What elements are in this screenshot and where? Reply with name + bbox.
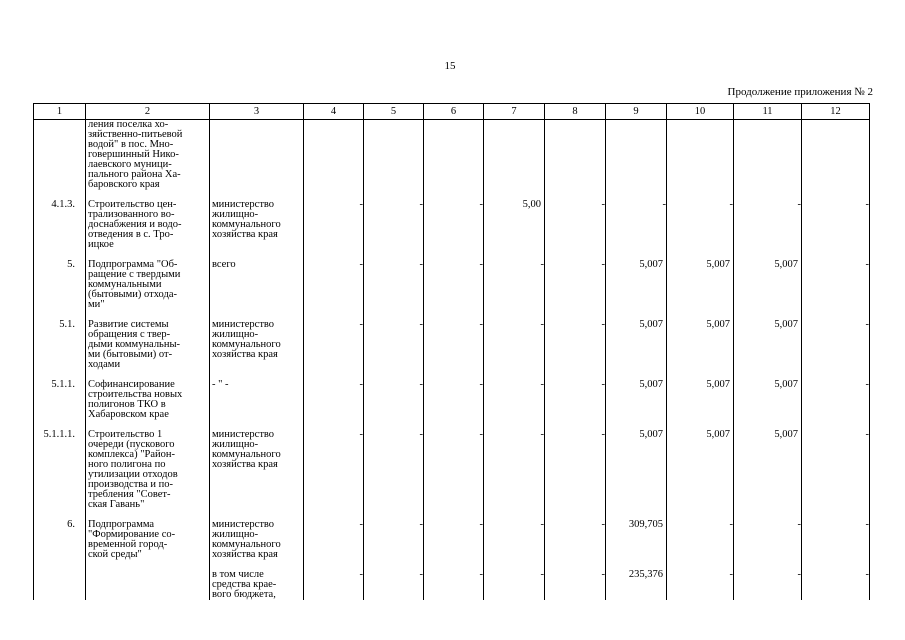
value-cell-col-4 [304, 380, 364, 420]
value-cell-col-8 [545, 430, 606, 510]
row-number-cell [34, 520, 86, 560]
value-cell-col-5 [364, 520, 424, 560]
value-cell-col-12-text: - [865, 519, 869, 530]
spacer-cell [364, 250, 424, 260]
spacer-cell [802, 560, 870, 570]
spacer-cell [484, 420, 545, 430]
value-cell-col-10 [667, 430, 734, 510]
value-cell-col-8 [545, 120, 606, 191]
spacer-cell [424, 250, 484, 260]
spacer-cell [734, 510, 802, 520]
table-row [34, 570, 870, 600]
value-cell-col-10 [667, 320, 734, 370]
value-cell-col-8 [545, 380, 606, 420]
value-cell-col-12 [802, 520, 870, 560]
spacer-cell [545, 510, 606, 520]
value-cell-col-5-text: - [419, 199, 423, 210]
value-cell-col-10-text: - [729, 569, 733, 580]
spacer-cell [364, 310, 424, 320]
column-header-6: 6 [424, 104, 484, 120]
row-name-cell-text: Подпрограмма "Формирование со- временной город- ской среды" [88, 519, 176, 560]
spacer-cell [802, 190, 870, 200]
row-name-cell [86, 570, 210, 600]
value-cell-col-11 [734, 320, 802, 370]
value-cell-col-9-text: 5,007 [639, 429, 663, 440]
value-cell-col-7-text: - [540, 259, 544, 270]
spacer-cell [545, 250, 606, 260]
value-cell-col-5-text: - [419, 569, 423, 580]
row-executor-cell [210, 200, 304, 250]
spacer-cell [364, 420, 424, 430]
value-cell-col-4 [304, 520, 364, 560]
value-cell-col-7 [484, 120, 545, 191]
value-cell-col-11-text: 5,007 [774, 319, 798, 330]
value-cell-col-9 [606, 430, 667, 510]
column-header-4: 4 [304, 104, 364, 120]
value-cell-col-11-text: 5,007 [774, 429, 798, 440]
table-body [34, 120, 870, 601]
column-header-11: 11 [734, 104, 802, 120]
value-cell-col-11-text: 5,007 [774, 379, 798, 390]
value-cell-col-6 [424, 380, 484, 420]
value-cell-col-6 [424, 120, 484, 191]
row-name-cell [86, 320, 210, 370]
value-cell-col-7 [484, 260, 545, 310]
value-cell-col-8 [545, 320, 606, 370]
value-cell-col-12 [802, 430, 870, 510]
row-spacer [34, 510, 870, 520]
value-cell-col-9 [606, 200, 667, 250]
spacer-cell [802, 250, 870, 260]
row-name-cell [86, 200, 210, 250]
spacer-cell [667, 560, 734, 570]
table-row [34, 320, 870, 370]
table-row [34, 260, 870, 310]
spacer-cell [484, 560, 545, 570]
row-executor-cell-text: в том числе средства крае- вого бюджета, [212, 569, 277, 600]
spacer-cell [545, 560, 606, 570]
spacer-cell [364, 370, 424, 380]
value-cell-col-6 [424, 200, 484, 250]
value-cell-col-9-text: 5,007 [639, 319, 663, 330]
spacer-cell [424, 420, 484, 430]
table-row [34, 120, 870, 191]
value-cell-col-12 [802, 320, 870, 370]
value-cell-col-9-text: 5,007 [639, 259, 663, 270]
spacer-cell [667, 190, 734, 200]
value-cell-col-12 [802, 120, 870, 191]
spacer-cell [667, 510, 734, 520]
value-cell-col-12-text: - [865, 319, 869, 330]
spacer-cell [34, 510, 86, 520]
value-cell-col-8 [545, 570, 606, 600]
spacer-cell [545, 420, 606, 430]
row-number-cell [34, 570, 86, 600]
row-number-cell [34, 380, 86, 420]
spacer-cell [484, 310, 545, 320]
value-cell-col-6 [424, 430, 484, 510]
row-executor-cell-text: - " - [212, 379, 229, 390]
value-cell-col-12 [802, 260, 870, 310]
value-cell-col-4 [304, 320, 364, 370]
value-cell-col-9 [606, 260, 667, 310]
spacer-cell [802, 310, 870, 320]
value-cell-col-11 [734, 520, 802, 560]
value-cell-col-10-text: 5,007 [706, 379, 730, 390]
spacer-cell [606, 190, 667, 200]
value-cell-col-5-text: - [419, 259, 423, 270]
column-header-5: 5 [364, 104, 424, 120]
row-executor-cell [210, 520, 304, 560]
value-cell-col-7-text: 5,00 [522, 199, 541, 210]
row-executor-cell-text: министерство жилищно- коммунального хозяйства края [212, 519, 281, 560]
value-cell-col-6-text: - [479, 319, 483, 330]
row-number-cell [34, 430, 86, 510]
value-cell-col-8-text: - [601, 319, 605, 330]
value-cell-col-5 [364, 570, 424, 600]
spacer-cell [484, 250, 545, 260]
value-cell-col-8-text: - [601, 199, 605, 210]
table-row [34, 430, 870, 510]
value-cell-col-5 [364, 200, 424, 250]
value-cell-col-11 [734, 200, 802, 250]
row-executor-cell-text: всего [212, 259, 236, 270]
value-cell-col-7-text: - [540, 379, 544, 390]
column-header-12: 12 [802, 104, 870, 120]
spacer-cell [802, 370, 870, 380]
value-cell-col-10 [667, 200, 734, 250]
row-executor-cell [210, 120, 304, 191]
value-cell-col-6-text: - [479, 569, 483, 580]
value-cell-col-11 [734, 570, 802, 600]
row-number-cell-text: 6. [67, 519, 75, 530]
value-cell-col-12-text: - [865, 569, 869, 580]
row-executor-cell-text: министерство жилищно- коммунального хозяйства края [212, 319, 281, 360]
spacer-cell [734, 560, 802, 570]
value-cell-col-4-text: - [359, 199, 363, 210]
table-header-row [34, 104, 870, 120]
spacer-cell [802, 420, 870, 430]
continuation-label: Продолжение приложения № 2 [727, 86, 873, 98]
row-executor-cell-text: министерство жилищно- коммунального хозяйства края [212, 199, 281, 240]
value-cell-col-11-text: 5,007 [774, 259, 798, 270]
spacer-cell [304, 420, 364, 430]
value-cell-col-4-text: - [359, 519, 363, 530]
value-cell-col-10-text: 5,007 [706, 319, 730, 330]
value-cell-col-4-text: - [359, 429, 363, 440]
value-cell-col-5-text: - [419, 519, 423, 530]
spacer-cell [424, 190, 484, 200]
value-cell-col-4 [304, 200, 364, 250]
appendix-table [33, 103, 870, 600]
table-row [34, 200, 870, 250]
value-cell-col-10-text: 5,007 [706, 259, 730, 270]
value-cell-col-9-text: - [662, 199, 666, 210]
value-cell-col-5-text: - [419, 319, 423, 330]
value-cell-col-11-text: - [797, 199, 801, 210]
spacer-cell [484, 510, 545, 520]
spacer-cell [424, 310, 484, 320]
spacer-cell [86, 560, 210, 570]
row-number-cell [34, 260, 86, 310]
value-cell-col-11 [734, 260, 802, 310]
value-cell-col-6 [424, 520, 484, 560]
row-name-cell [86, 520, 210, 560]
value-cell-col-12 [802, 200, 870, 250]
value-cell-col-11-text: - [797, 569, 801, 580]
value-cell-col-9-text: 235,376 [628, 569, 663, 580]
column-header-9: 9 [606, 104, 667, 120]
spacer-cell [364, 560, 424, 570]
row-executor-cell [210, 380, 304, 420]
value-cell-col-7 [484, 430, 545, 510]
value-cell-col-8-text: - [601, 569, 605, 580]
row-executor-cell [210, 570, 304, 600]
row-number-cell-text: 4.1.3. [51, 199, 75, 210]
value-cell-col-7 [484, 200, 545, 250]
value-cell-col-9 [606, 570, 667, 600]
row-number-cell-text: 5. [67, 259, 75, 270]
value-cell-col-10 [667, 260, 734, 310]
column-header-10: 10 [667, 104, 734, 120]
spacer-cell [545, 190, 606, 200]
value-cell-col-9 [606, 520, 667, 560]
spacer-cell [304, 510, 364, 520]
value-cell-col-6-text: - [479, 429, 483, 440]
value-cell-col-10 [667, 380, 734, 420]
value-cell-col-11 [734, 120, 802, 191]
row-executor-cell [210, 320, 304, 370]
value-cell-col-8 [545, 200, 606, 250]
value-cell-col-10 [667, 520, 734, 560]
value-cell-col-12-text: - [865, 259, 869, 270]
spacer-cell [34, 250, 86, 260]
value-cell-col-6-text: - [479, 199, 483, 210]
value-cell-col-4-text: - [359, 379, 363, 390]
value-cell-col-5 [364, 380, 424, 420]
column-header-1: 1 [34, 104, 86, 120]
value-cell-col-5-text: - [419, 379, 423, 390]
value-cell-col-10 [667, 120, 734, 191]
column-header-2: 2 [86, 104, 210, 120]
row-spacer [34, 560, 870, 570]
value-cell-col-7-text: - [540, 429, 544, 440]
value-cell-col-10-text: 5,007 [706, 429, 730, 440]
spacer-cell [424, 510, 484, 520]
value-cell-col-8-text: - [601, 379, 605, 390]
value-cell-col-7 [484, 320, 545, 370]
table-row [34, 380, 870, 420]
spacer-cell [734, 190, 802, 200]
value-cell-col-11 [734, 380, 802, 420]
row-number-cell-text: 5.1. [59, 319, 75, 330]
row-name-cell-text: Строительство цен- трализованного во- доснабжения и водо- отведения в с. Тро- ицкое [88, 199, 182, 250]
value-cell-col-4-text: - [359, 569, 363, 580]
value-cell-col-7 [484, 570, 545, 600]
value-cell-col-7-text: - [540, 519, 544, 530]
row-executor-cell-text: министерство жилищно- коммунального хозяйства края [212, 429, 281, 470]
spacer-cell [484, 370, 545, 380]
value-cell-col-9 [606, 380, 667, 420]
value-cell-col-12 [802, 380, 870, 420]
value-cell-col-4 [304, 430, 364, 510]
row-name-cell [86, 430, 210, 510]
row-name-cell [86, 260, 210, 310]
value-cell-col-6-text: - [479, 379, 483, 390]
value-cell-col-7-text: - [540, 319, 544, 330]
value-cell-col-7 [484, 520, 545, 560]
value-cell-col-8 [545, 520, 606, 560]
column-header-8: 8 [545, 104, 606, 120]
row-name-cell [86, 120, 210, 191]
value-cell-col-6-text: - [479, 259, 483, 270]
spacer-cell [545, 310, 606, 320]
value-cell-col-4 [304, 260, 364, 310]
value-cell-col-9-text: 5,007 [639, 379, 663, 390]
value-cell-col-6 [424, 320, 484, 370]
value-cell-col-5 [364, 260, 424, 310]
spacer-cell [304, 190, 364, 200]
spacer-cell [34, 560, 86, 570]
value-cell-col-9 [606, 320, 667, 370]
row-number-cell [34, 200, 86, 250]
value-cell-col-5 [364, 430, 424, 510]
value-cell-col-6-text: - [479, 519, 483, 530]
row-name-cell-text: ления поселка хо- зяйственно-питьевой водой" в пос. Мно- говершинный Нико- лаевского муници- пального района Ха- баровского края [88, 119, 183, 190]
spacer-cell [304, 250, 364, 260]
value-cell-col-4-text: - [359, 259, 363, 270]
row-name-cell-text: Развитие системы обращения с твер- дыми коммунальны- ми (бытовыми) от- ходами [88, 319, 181, 370]
spacer-cell [424, 560, 484, 570]
value-cell-col-8-text: - [601, 519, 605, 530]
value-cell-col-8-text: - [601, 429, 605, 440]
row-name-cell [86, 380, 210, 420]
spacer-cell [364, 510, 424, 520]
value-cell-col-5-text: - [419, 429, 423, 440]
spacer-cell [802, 510, 870, 520]
spacer-cell [304, 370, 364, 380]
value-cell-col-10-text: - [729, 519, 733, 530]
value-cell-col-12-text: - [865, 429, 869, 440]
value-cell-col-5 [364, 120, 424, 191]
table-row [34, 520, 870, 560]
value-cell-col-8-text: - [601, 259, 605, 270]
value-cell-col-7 [484, 380, 545, 420]
row-executor-cell [210, 260, 304, 310]
row-name-cell-text: Софинансирование строительства новых полигонов ТКО в Хабаровском крае [88, 379, 183, 420]
row-name-cell-text: Подпрограмма "Об- ращение с твердыми коммунальными (бытовыми) отхода- ми" [88, 259, 181, 310]
value-cell-col-12-text: - [865, 199, 869, 210]
value-cell-col-4 [304, 120, 364, 191]
column-header-3: 3 [210, 104, 304, 120]
page-number: 15 [444, 60, 456, 72]
row-number-cell [34, 320, 86, 370]
row-number-cell-text: 5.1.1. [51, 379, 75, 390]
value-cell-col-9 [606, 120, 667, 191]
column-header-7: 7 [484, 104, 545, 120]
value-cell-col-11 [734, 430, 802, 510]
value-cell-col-12-text: - [865, 379, 869, 390]
value-cell-col-6 [424, 260, 484, 310]
value-cell-col-4-text: - [359, 319, 363, 330]
value-cell-col-7-text: - [540, 569, 544, 580]
spacer-cell [304, 560, 364, 570]
value-cell-col-4 [304, 570, 364, 600]
row-number-cell [34, 120, 86, 191]
value-cell-col-12 [802, 570, 870, 600]
value-cell-col-10 [667, 570, 734, 600]
row-executor-cell [210, 430, 304, 510]
value-cell-col-9-text: 309,705 [628, 519, 663, 530]
value-cell-col-10-text: - [729, 199, 733, 210]
spacer-cell [364, 190, 424, 200]
spacer-cell [545, 370, 606, 380]
row-number-cell-text: 5.1.1.1. [43, 429, 75, 440]
spacer-cell [304, 310, 364, 320]
value-cell-col-11-text: - [797, 519, 801, 530]
value-cell-col-8 [545, 260, 606, 310]
spacer-cell [424, 370, 484, 380]
value-cell-col-6 [424, 570, 484, 600]
row-name-cell-text: Строительство 1 очереди (пускового комплекса) "Район- ного полигона по утилизации отходов производства и по- требления "Совет- ская Гавань" [88, 429, 178, 510]
value-cell-col-5 [364, 320, 424, 370]
